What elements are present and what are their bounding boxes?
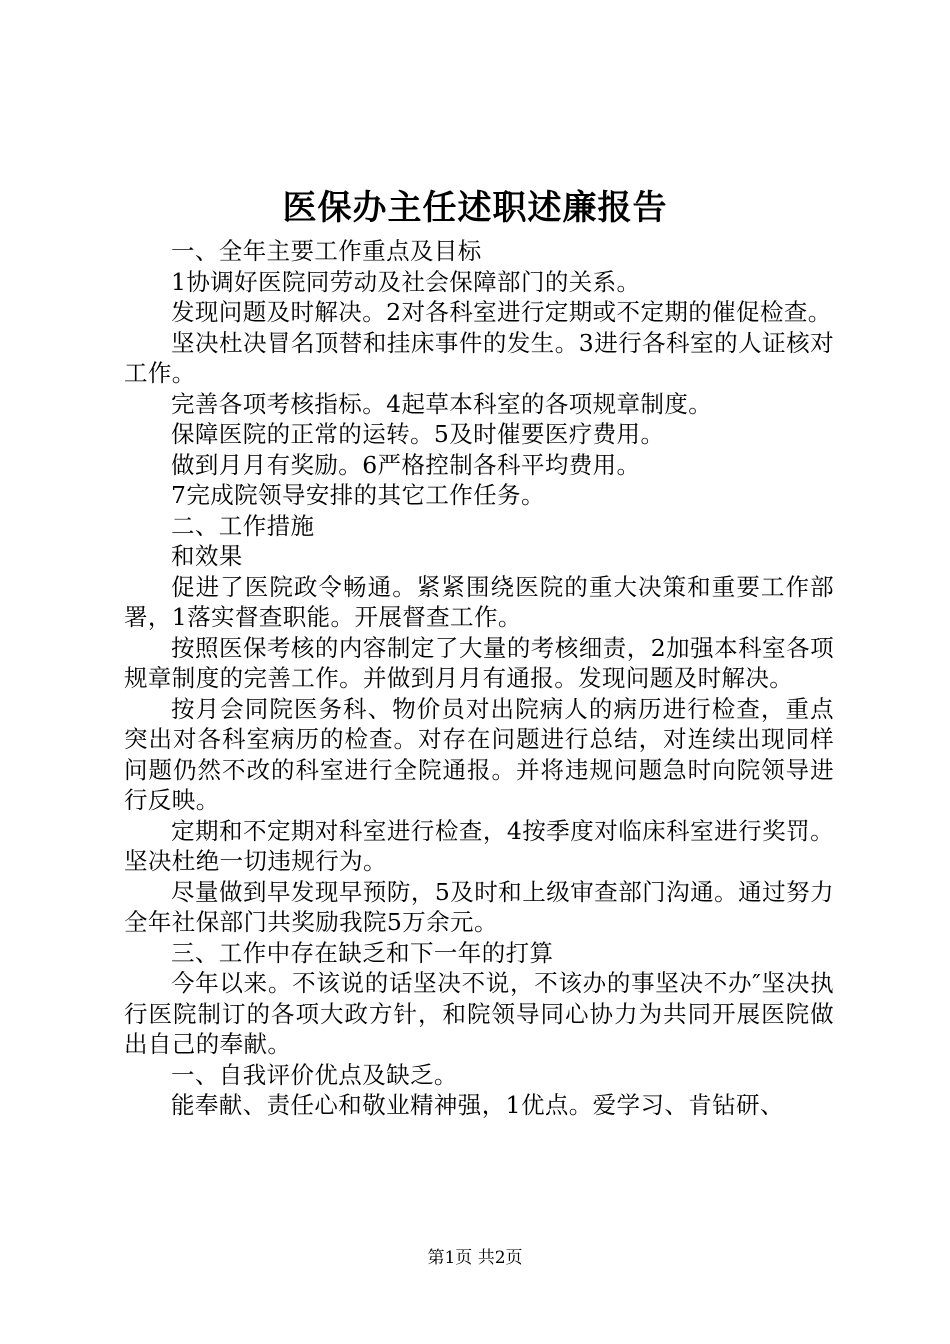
paragraph: 定期和不定期对科室进行检查，4按季度对临床科室进行奖罚。坚决杜绝一切违规行为。 [124, 816, 834, 875]
paragraph: 促进了医院政令畅通。紧紧围绕医院的重大决策和重要工作部署，1落实督查职能。开展督查工作。 [124, 572, 834, 631]
paragraph: 一、自我评价优点及缺乏。 [171, 1060, 458, 1089]
document-title: 医保办主任述职述廉报告 [282, 188, 668, 228]
paragraph: 完善各项考核指标。4起草本科室的各项规章制度。 [171, 389, 713, 418]
paragraph: 坚决杜决冒名顶替和挂床事件的发生。3进行各科室的人证核对工作。 [124, 328, 834, 387]
paragraph: 能奉献、责任心和敬业精神强，1优点。爱学习、肯钻研、 [171, 1091, 784, 1119]
paragraph: 发现问题及时解决。2对各科室进行定期或不定期的催促检查。 [171, 298, 832, 326]
paragraph: 保障医院的正常的运转。5及时催要医疗费用。 [171, 420, 665, 448]
paragraph: 按月会同院医务科、物价员对出院病人的病历进行检查，重点突出对各科室病历的检查。对存在问题进行总结，对连续出现同样问题仍然不改的科室进行全院通报。并将违规问题急时向院领导进行反映。 [124, 694, 834, 814]
page-indicator: 第1页 共2页 [427, 1248, 523, 1268]
document-body [124, 236, 834, 1121]
paragraph: 按照医保考核的内容制定了大量的考核细责，2加强本科室各项规章制度的完善工作。并做到月月有通报。发现问题及时解决。 [124, 633, 834, 692]
paragraph: 一、全年主要工作重点及目标 [171, 237, 482, 265]
paragraph: 二、工作措施 [171, 511, 315, 540]
paragraph: 1协调好医院同劳动及社会保障部门的关系。 [171, 267, 641, 296]
paragraph: 7完成院领导安排的其它工作任务。 [171, 481, 545, 509]
paragraph: 做到月月有奖励。6严格控制各科平均费用。 [171, 450, 641, 479]
paragraph: 今年以来。不该说的话坚决不说，不该办的事坚决不办″坚决执行医院制订的各项大政方针，和院领导同心协力为共同开展医院做出自己的奉献。 [124, 969, 834, 1058]
paragraph: 三、工作中存在缺乏和下一年的打算 [171, 938, 554, 967]
paragraph: 和效果 [171, 542, 243, 570]
paragraph: 尽量做到早发现早预防，5及时和上级审查部门沟通。通过努力全年社保部门共奖励我院5万余元。 [124, 877, 834, 936]
